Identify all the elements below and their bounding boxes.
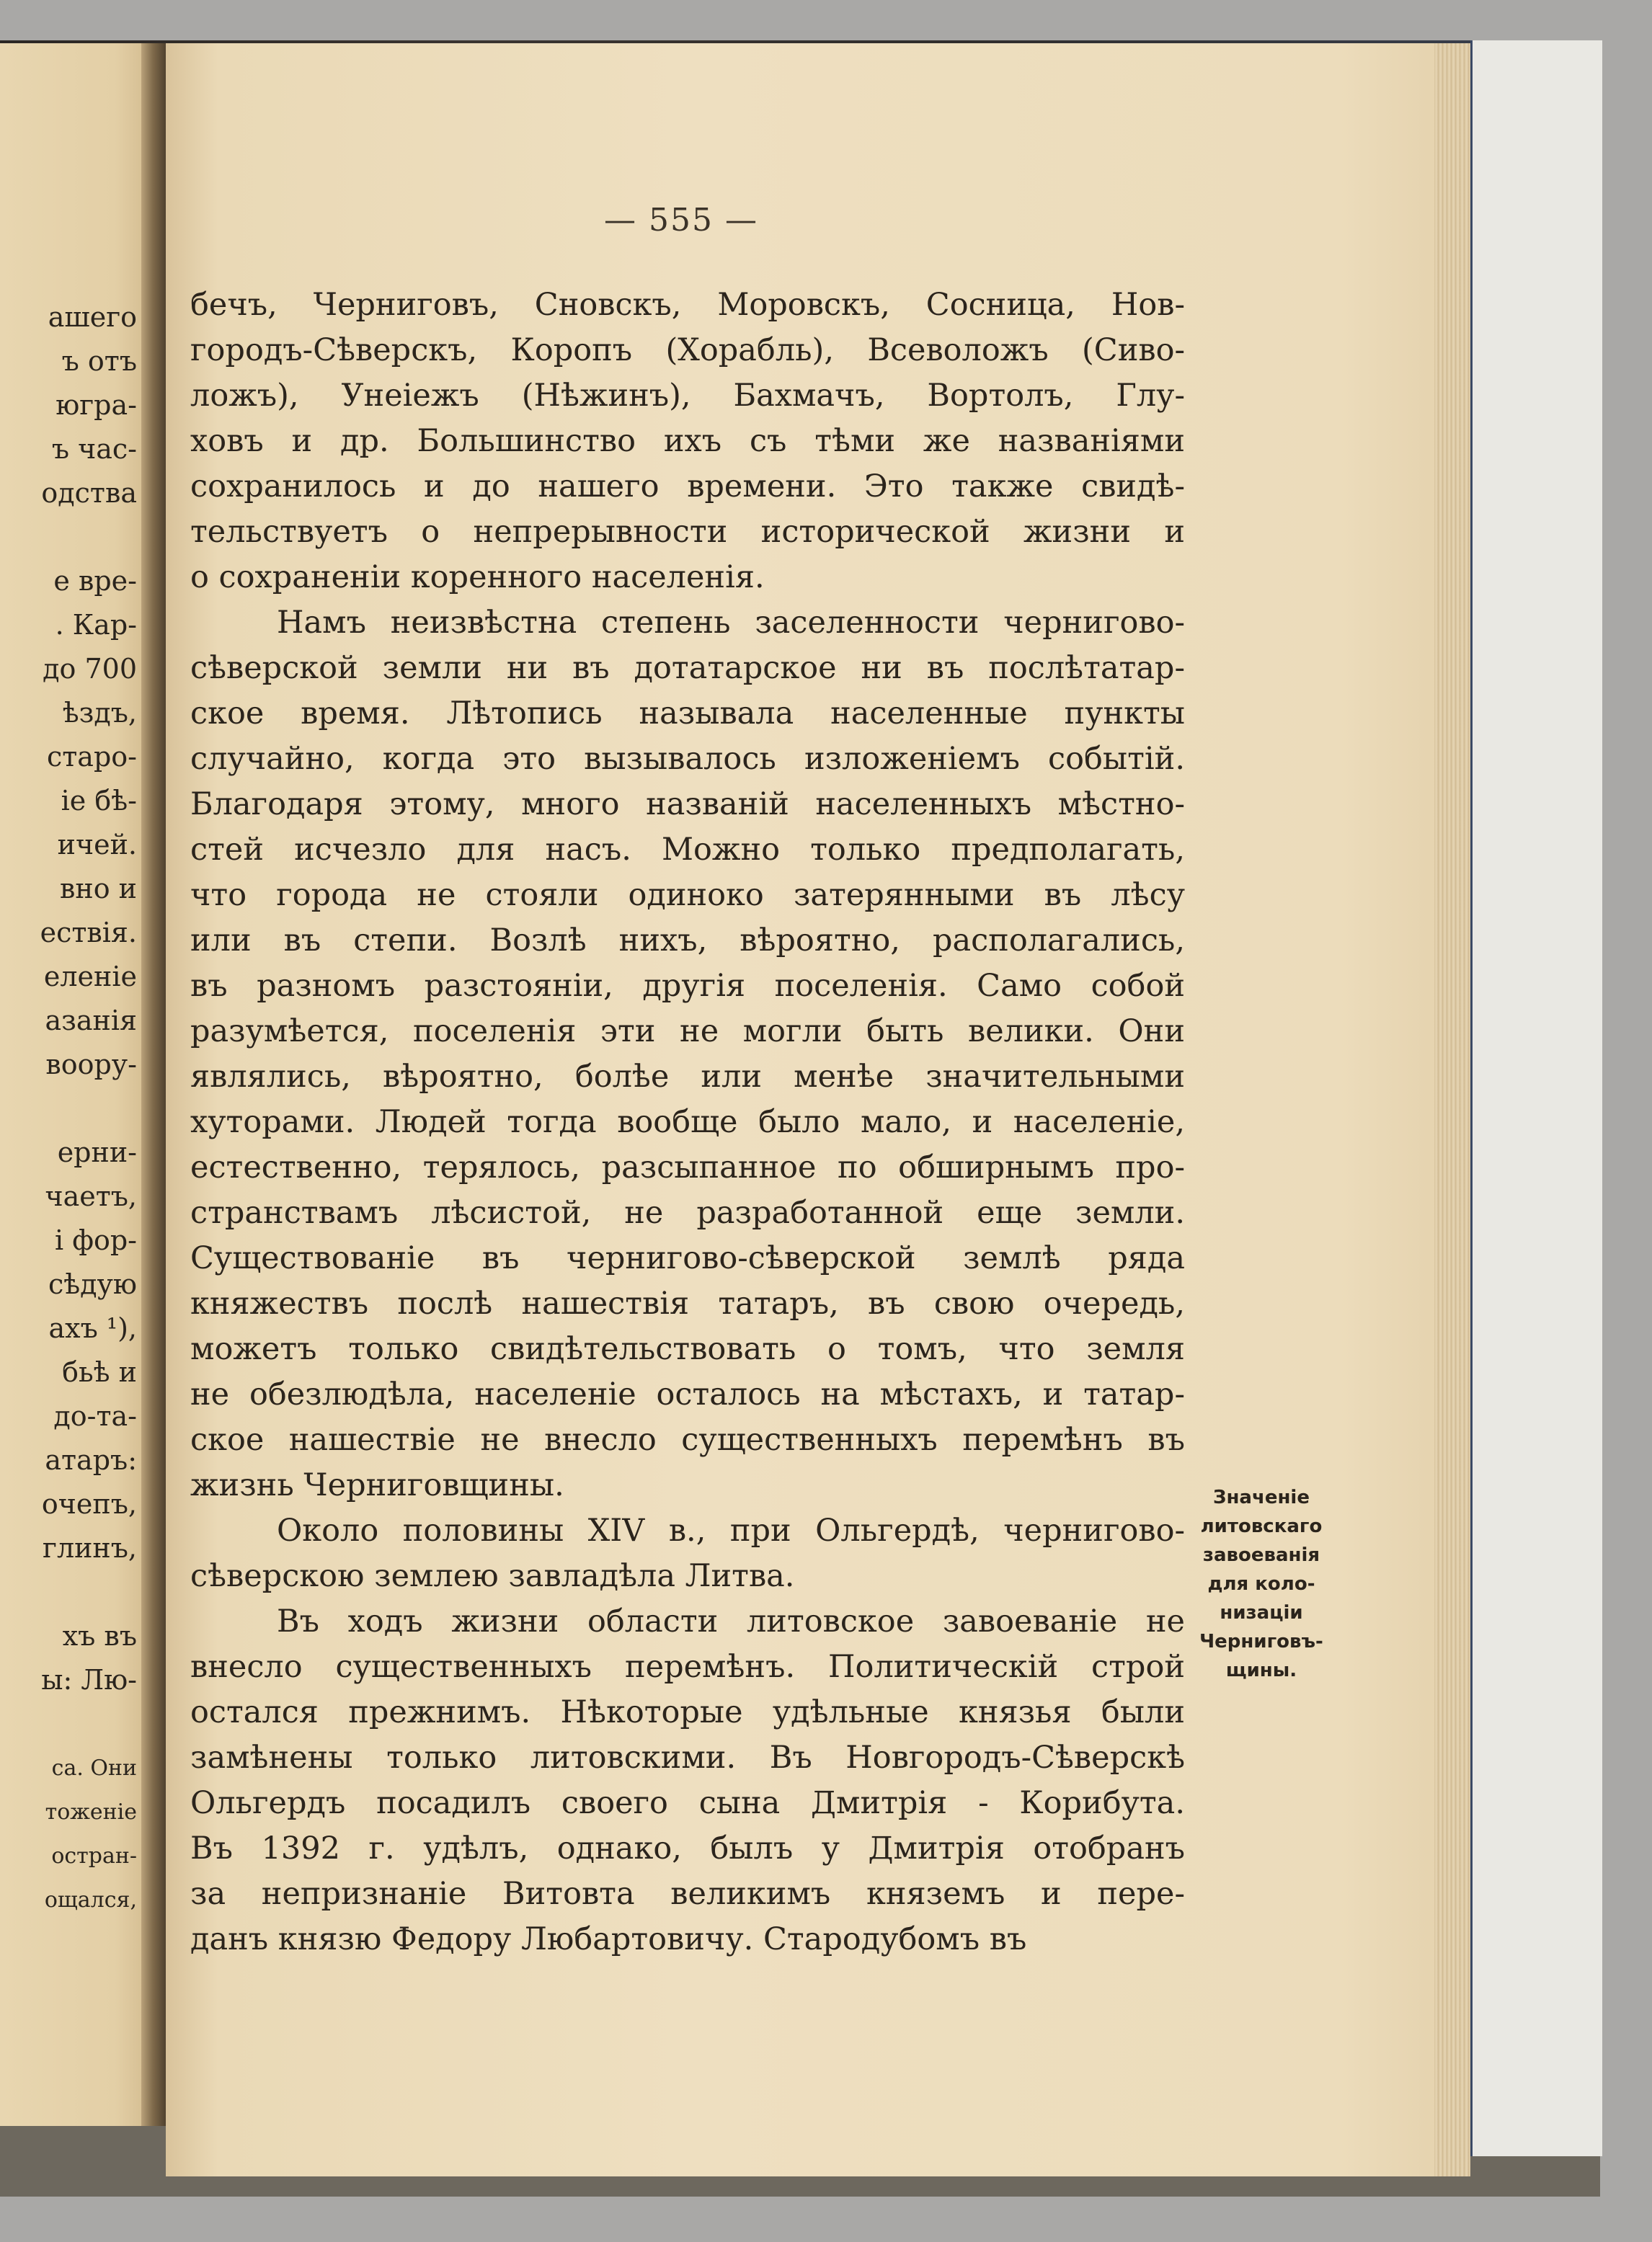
left-page-line: ичей. [57, 829, 137, 860]
left-page-line: до-та- [53, 1400, 137, 1432]
text-line: стей исчезло для насъ. Можно только предполагать, [190, 832, 1185, 868]
text-line: ховъ и др. Большинство ихъ съ тѣми же названіями [190, 423, 1185, 459]
text-line: странствамъ лѣсистой, не разработанной еще земли. [190, 1195, 1185, 1231]
text-line: княжествъ послѣ нашествія татаръ, въ свою очередь, [190, 1286, 1185, 1322]
text-line: сѣверскою землею завладѣла Литва. [190, 1558, 795, 1594]
left-page-line: ашего [48, 301, 137, 333]
text-line: Намъ неизвѣстна степень заселенности черниговo- [277, 605, 1185, 641]
left-page-line: вно и [59, 873, 137, 904]
left-page-line: старо- [46, 741, 137, 773]
left-page-line: ествія. [40, 917, 137, 948]
text-line: Около половины XIV в., при Ольгердѣ, черниговo- [277, 1513, 1185, 1549]
left-page-line: еленіе [43, 961, 137, 992]
left-page-line: са. Они [51, 1756, 137, 1781]
left-page-line: воору- [45, 1049, 137, 1080]
text-line: что города не стояли одиноко затерянными въ лѣсу [190, 877, 1185, 913]
left-page-line [0, 515, 137, 559]
text-line: случайно, когда это вызывалось изложеніемъ событій. [190, 741, 1185, 777]
left-page-line: одства [41, 477, 137, 509]
left-page-line: е вре- [53, 565, 137, 597]
left-page-line: хъ въ [62, 1620, 137, 1652]
text-line: городъ-Сѣверскъ, Коропъ (Хорабль), Всеволожъ (Сиво- [190, 332, 1185, 368]
left-page-line: атаръ: [45, 1444, 137, 1476]
left-page-line: ъ отъ [61, 345, 137, 377]
book-gutter [141, 43, 167, 2126]
text-line: за непризнаніе Витовта великимъ княземъ и пере- [190, 1876, 1185, 1912]
margin-note-line: щины. [1225, 1660, 1297, 1681]
text-line: ское время. Лѣтопись называла населенные пункты [190, 695, 1185, 731]
left-page-line: ахъ ¹), [48, 1312, 137, 1344]
text-line: замѣнены только литовскими. Въ Новгородъ-Сѣверскѣ [190, 1740, 1185, 1776]
text-line: можетъ только свидѣтельствовать о томъ, что земля [190, 1331, 1185, 1367]
left-page-line: тоженіе [45, 1800, 137, 1825]
left-page-line: остран- [51, 1843, 137, 1869]
text-line: жизнь Черниговщины. [190, 1467, 564, 1503]
left-page-line: чаетъ, [45, 1180, 137, 1212]
margin-note-line: Черниговъ- [1199, 1631, 1323, 1652]
page-number: — 555 — [604, 202, 758, 239]
margin-note [1189, 1483, 1333, 1685]
left-page-line: і фор- [54, 1224, 137, 1256]
text-line: естественно, терялось, разсыпанное по обширнымъ про- [190, 1149, 1185, 1185]
text-line: разумѣется, поселенія эти не могли быть велики. Они [190, 1013, 1185, 1049]
left-page-text [0, 295, 137, 1922]
text-line: остался прежнимъ. Нѣкоторые удѣльные князья были [190, 1694, 1185, 1730]
left-page-line: іе бѣ- [61, 785, 137, 817]
text-line: тельствуетъ о непрерывности исторической жизни и [190, 514, 1185, 550]
page-edges [1434, 43, 1470, 2176]
book-cover-edge [1470, 40, 1602, 2156]
margin-note-line: Значеніе [1213, 1487, 1310, 1508]
left-page-line: азанія [45, 1005, 137, 1036]
left-page-line [0, 1702, 137, 1746]
bottom-strip [0, 2197, 1652, 2242]
margin-note-line: литовскаго [1200, 1516, 1323, 1537]
left-page-line [0, 1570, 137, 1614]
text-line: Ольгердъ посадилъ своего сына Дмитрія - Корибута. [190, 1785, 1185, 1821]
left-page-line: бьѣ и [62, 1356, 137, 1388]
text-line: ское нашествіе не внесло существенныхъ перемѣнъ въ [190, 1422, 1185, 1458]
left-page-line [0, 1087, 137, 1131]
margin-note-line: низаціи [1220, 1602, 1303, 1624]
left-page-line: . Кар- [55, 609, 137, 641]
text-line: Существованіе въ черниговo-сѣверской землѣ ряда [190, 1240, 1185, 1276]
left-page-line: ощался, [44, 1887, 137, 1913]
text-line: являлись, вѣроятно, болѣе или менѣе значительными [190, 1059, 1185, 1095]
margin-note-line: завоеванія [1202, 1544, 1320, 1566]
body-text [190, 283, 1185, 1962]
left-page-line: ъ час- [51, 433, 137, 465]
text-line: внесло существенныхъ перемѣнъ. Политическій строй [190, 1649, 1185, 1685]
text-line: въ разномъ разстояніи, другія поселенія. Само собой [190, 968, 1185, 1004]
text-line: не обезлюдѣла, населеніе осталось на мѣстахъ, и татар- [190, 1376, 1185, 1413]
margin-note-line: для коло- [1207, 1573, 1315, 1595]
left-page-line: ы: Лю- [41, 1664, 137, 1696]
left-page-line: до 700 [43, 653, 137, 685]
left-page [0, 43, 164, 2126]
left-page-line: югра- [55, 389, 137, 421]
text-line: сохранилось и до нашего времени. Это также свидѣ- [190, 468, 1185, 504]
text-line: или въ степи. Возлѣ нихъ, вѣроятно, располагались, [190, 922, 1185, 958]
text-line: бечъ, Черниговъ, Сновскъ, Моровскъ, Сосница, Нов- [190, 287, 1185, 323]
text-line: ложъ), Унеіежъ (Нѣжинъ), Бахмачъ, Вортолъ, Глу- [190, 378, 1185, 414]
left-page-line: очепъ, [41, 1488, 137, 1520]
left-page-line: ѣздъ, [62, 697, 137, 729]
left-page-line: глинъ, [43, 1532, 137, 1564]
text-line: хуторами. Людей тогда вообще было мало, и населеніе, [190, 1104, 1185, 1140]
text-line: о сохраненіи коренного населенія. [190, 559, 765, 595]
text-line: Благодаря этому, много названій населенныхъ мѣстно- [190, 786, 1185, 822]
left-page-line: сѣдую [48, 1268, 137, 1300]
text-line: данъ князю Федору Любартовичу. Стародубомъ въ [190, 1921, 1027, 1957]
text-line: Въ ходъ жизни области литовское завоеваніе не [277, 1603, 1185, 1640]
left-page-line: ерни- [57, 1136, 137, 1168]
text-line: сѣверской земли ни въ дотатарское ни въ послѣтатар- [190, 650, 1185, 686]
text-line: Въ 1392 г. удѣлъ, однако, былъ у Дмитрія отобранъ [190, 1830, 1185, 1867]
